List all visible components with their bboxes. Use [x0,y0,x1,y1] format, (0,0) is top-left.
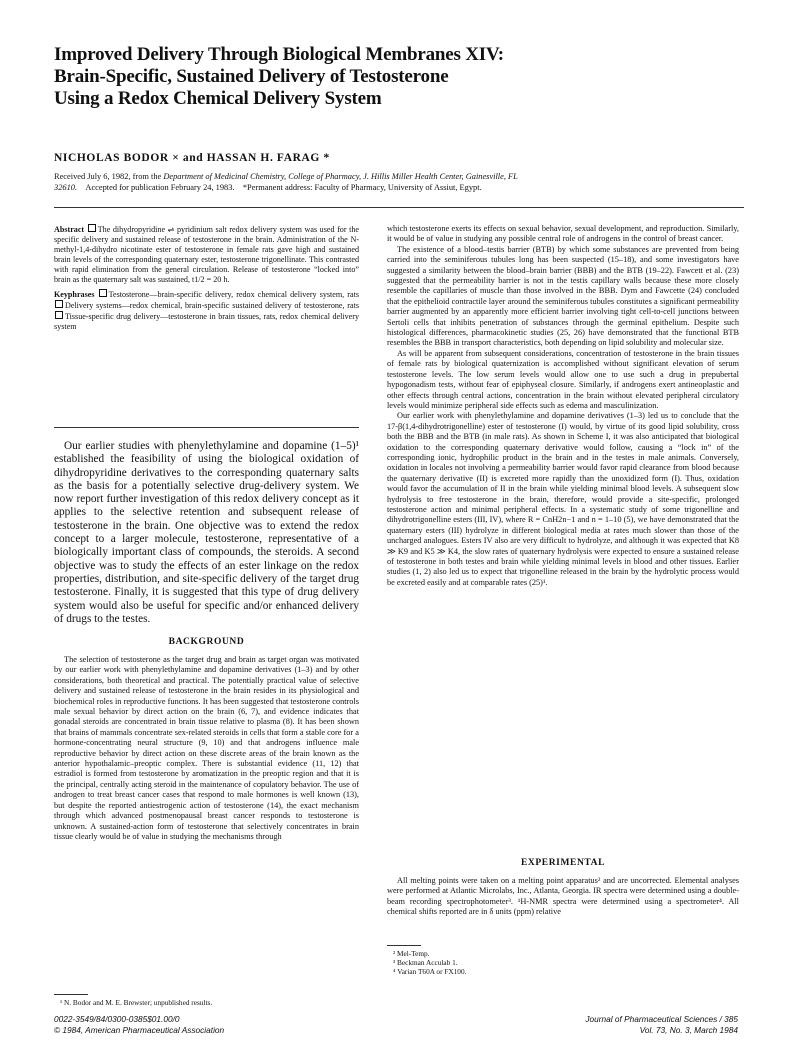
abstract-label: Abstract [54,225,85,234]
article-title [54,44,754,110]
experimental-heading: EXPERIMENTAL [520,858,606,868]
right-paragraph-2: The existence of a blood–testis barrier (BTB) by which some substances are prevented from being carried into the seminiferous tubules long has been suspected (15–18), and some investigators have suggested a similarity between the blood–brain barrier (BBB) and the BTB (19–22). Fawcett et al. (23) suggested that the permeability barrier is not in the testis capillary walls because these more closely resemble the capillaries of muscle than those involved in the BBB. Dym and Fawcette (24) concluded that the epithelioid contractile layer around the seminiferous tubules constitutes a significant permeability barrier augmented by an apparently more efficient barrier involving tight cell-to-cell junctions between Sertoli cells that inhibits penetration of substances through the germinal epithelium. Despite such histological differences, pharmacokinetic studies (25, 26) have demonstrated that the functional BTB resembles the BBB in transport characteristics, both depending on lipid solubility and molecular size. [387,244,739,348]
abstract-paragraph [54,224,359,285]
abstract-block [54,224,359,336]
author-line: NICHOLAS BODOR × and HASSAN H. FARAG * [54,152,330,164]
received-zip: 32610. [54,182,78,192]
square-bullet-icon [55,311,63,319]
permanent-address: *Permanent address: Faculty of Pharmacy, University of Assiut, Egypt. [242,182,482,192]
footnote-rule-left [54,994,88,995]
experimental-body [387,876,739,918]
journal-volume: Vol. 73, No. 3, March 1984 [639,1025,738,1035]
footnote-2: ² Mel-Temp. [393,949,430,958]
received-affiliation: Department of Medicinal Chemistry, College of Pharmacy, J. Hillis Miller Health Center, Gainesville, FL [163,172,518,181]
keyphrase-item: Testosterone—brain-specific delivery, redox chemical delivery system, rats [108,290,359,299]
received-prefix: Received July 6, 1982, from the [54,172,164,181]
received-note [54,172,744,193]
received-line-2 [54,183,744,194]
abstract-text: The dihydropyridine ⇌ pyridinium salt redox delivery system was used for the specific delivery and sustained release of testosterone in the brain. Administration of the N-methyl-1,4-dihydro nicotinate ester of testosterone in female rats gave high and sustained brain levels of the corresponding quaternary ester, testosterone trigonellinate. This contrasted with rapid elimination from the general circulation. Release of testosterone “locked into” brain as the quaternary salt was sustained, t1/2 = 20 h. [54,225,359,284]
square-bullet-icon [99,289,107,297]
footnote-3: ³ Beckman Acculab 1. [393,958,458,967]
title-line-2: Brain-Specific, Sustained Delivery of Testosterone [54,66,449,87]
keyphrases-label: Keyphrases [54,290,95,299]
right-column [387,224,739,588]
keyphrase-item: Delivery systems—redox chemical, brain-specific sustained delivery of testosterone, rats [65,301,359,310]
received-line-1 [54,172,744,183]
header-rule [54,207,744,208]
right-paragraph-3: As will be apparent from subsequent considerations, concentration of testosterone in the brain tissues of female rats by biological quaternization is accomplished without significant elevation of serum testosterone levels. The low serum levels would allow one to use such a drug in prepubertal hypogonadism tests, without fear of epiphyseal closure. Similarly, if androgens exert antineoplastic and other effects through central actions, concentration in the brain without elevated peripheral circulatory levels would minimize peripheral side effects such as edema and masculinization. [387,348,739,410]
intro-paragraph: Our earlier studies with phenylethylamine and dopamine (1–5)¹ established the feasibility of using the biological oxidation of dihydropyridine derivatives to the corresponding quaternary salts as the basis for a potentially selective drug-delivery system. We now report further investigation of this redox delivery concept as it applies to the selective retention and subsequent release of testosterone in the brain. One objective was to extend the redox concept to a larger molecule, testosterone, representative of a biologically important class of compounds, the steroids. A second objective was to study the effects of an ester linkage on the redox properties, distribution, and site-specific delivery of the target drug testosterone. Finally, it is suggested that this type of drug delivery system would also be useful for specific and/or enhanced delivery of drugs to the testes. [54,440,359,625]
intro-block [54,440,359,626]
background-heading: BACKGROUND [168,637,245,647]
article-code: 0022-3549/84/0300-0385$01.00/0 [54,1014,180,1024]
abstract-rule [54,427,359,428]
right-paragraph-4: Our earlier work with phenylethylamine and dopamine derivatives (1–3) led us to conclude that the 17-β(1,4-dihydrotrigonelline) ester of testosterone (I) would, by virtue of its good lipid solubility, cross both the BBB and the BTB (in male rats). As shown in Scheme I, it was also anticipated that biological oxidation to the corresponding quaternary derivative would follow, causing a “lock in” of the corresponding ionic, hydrophilic product in the brain and in the testes in male animals. Conversely, oxidation in locales not involving a permeability barrier would favor rapid clearance from blood because the quaternary derivative (II) is excreted more rapidly than the unoxidized form (I). Thus, oxidation would favor the accumulation of II in the brain while yielding minimal blood levels. A subsequent slow hydrolysis to free testosterone in the brain, therefore, would provide a site-specific, prolonged testosterone action and minimal peripheral effects. In a systematic study of some trigonelline and dihydrotrigonelline esters (III, IV), where R = CnH2n−1 and n = 1–10 (5), we have demonstrated that the quaternary esters (III) hydrolyze in different biological media at rates much slower than those of the uncharged analogues. Esters IV also are very difficult to hydrolyze, and although it was expected that K8 ≫ K9 and K5 ≫ K4, the slow rates of quaternary hydrolysis were expected to ensure a sustained release of testosterone in both testes and brain while yielding minimal levels in blood and other tissues. Earlier studies (1, 2) also led us to expect that trigonelline released in the brain by the hydrolytic process would be excreted easily and at comparable rates (25)¹. [387,411,739,587]
background-paragraph: The selection of testosterone as the target drug and brain as target organ was motivated by our earlier work with phenylethylamine and dopamine derivatives (1–3) and by other considerations, both theoretical and practical. The potentially practical value of selective delivery and sustained release of testosterone in the brain resides in its physiological and biochemical roles in reproductive functions. It has been suggested that testosterone controls male sexual behavior by direct action on the brain (6, 7), and evidence indicates that gonadal steroids are concentrated in brain tissue relative to plasma (8). It has been shown that brains of mammals concentrate sex-related steroids in cells that form a stable core for a hormone-concentrating neural structure (9, 10) and that androgens influence male reproductive behavior by direct action on these discrete areas of the brain known as the anterior hypothalamic–preoptic complex. There is substantial evidence (11, 12) that estradiol is formed from testosterone by aromatization in the preoptic region and that it is the principal, centrally acting steroid in the maintenance of copulatory behavior. The use of androgen to treat breast cancer cases that respond to male hormones is well known (13), but despite the reported antiestrogenic action of testosterone (14), the exact mechanism through which advanced postmenopausal breast cancer responds to testosterone is unknown. A sustained-action form of testosterone that selectively concentrates in brain tissue clearly would be of value in studying the mechanisms through [54,655,359,841]
copyright-line: © 1984, American Pharmaceutical Association [54,1025,225,1035]
footnote-1: ¹ N. Bodor and M. E. Brewster; unpublished results. [60,998,213,1007]
journal-page: Journal of Pharmaceutical Sciences / 385 [585,1014,738,1024]
title-line-3: Using a Redox Chemical Delivery System [54,88,382,109]
keyphrases-paragraph [54,289,359,332]
footnote-4: ⁴ Varian T60A or FX100. [393,967,467,976]
experimental-paragraph: All melting points were taken on a melting point apparatus² and are uncorrected. Elemental analyses were performed at Atlantic Microlabs, Inc., Atlanta, Georgia. IR spectra were determined using a double-beam recording spectrophotometer³. ¹H-NMR spectra were determined using a spectrometer⁴. All chemical shifts reported are in δ units (ppm) relative [387,876,739,917]
background-body [54,655,359,842]
title-line-1: Improved Delivery Through Biological Membranes XIV: [54,44,504,65]
square-bullet-icon [55,300,63,308]
keyphrase-item: Tissue-specific drug delivery—testosterone in brain tissues, rats, redox chemical delivery system [54,312,359,331]
right-paragraph-1: which testosterone exerts its effects on sexual behavior, sexual development, and reproduction. Similarly, it would be of value in studying any possible central role of androgens in the control of breast cancer. [387,224,739,244]
square-bullet-icon [88,224,96,232]
accepted-date: Accepted for publication February 24, 1983. [85,182,235,192]
footnote-rule-right [387,945,421,946]
